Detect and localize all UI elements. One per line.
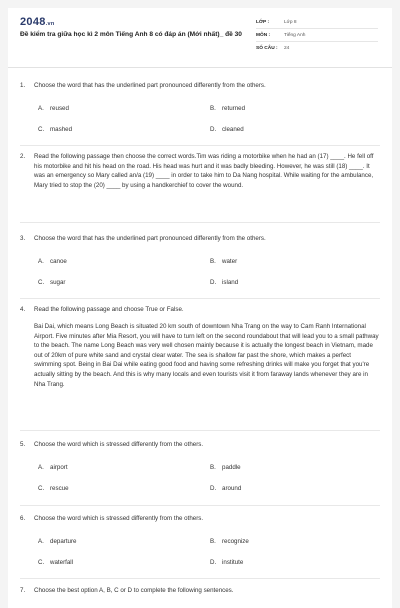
option-d[interactable] (210, 484, 241, 493)
meta-row-subject (256, 29, 378, 42)
question-stem: Read the following passage and choose True or False. (34, 306, 184, 313)
option-text: waterfall (50, 559, 74, 566)
meta-value: Tiếng Anh (284, 33, 306, 38)
option-a[interactable] (38, 104, 69, 113)
divider (20, 222, 380, 223)
meta-row-class (256, 16, 378, 29)
meta-table (256, 16, 378, 55)
logo-suffix: .vn (45, 21, 55, 27)
option-letter: C. (38, 279, 45, 286)
option-letter: C. (38, 126, 45, 133)
document-page (8, 8, 392, 608)
option-text: paddle (222, 464, 241, 471)
option-b[interactable] (210, 537, 249, 546)
option-text: rescue (50, 485, 69, 492)
meta-key: MÔN : (256, 33, 271, 38)
question-number: 4. (20, 306, 26, 313)
option-c[interactable] (38, 125, 72, 134)
option-a[interactable] (38, 463, 68, 472)
option-text: sugar (50, 279, 66, 286)
meta-value: 24 (284, 46, 290, 51)
divider (20, 505, 380, 506)
option-letter: B. (210, 258, 216, 265)
divider (20, 145, 380, 146)
option-d[interactable] (210, 278, 238, 287)
question-number: 7. (20, 587, 26, 594)
question-stem: Read the following passage then choose the correct words.Tim was riding a motorbike when he had an (17) ____. He fell off his motorbike and hit his head on the road. His head was hurt and it was badly bleeding. However, he was still (18) ____. It was an emergency so Mary called an/a (19) ____ in order to take him to Da Nang hospital. While waiting for the ambulance, Mary tried to stop the (20) ____ by using a handkerchief to cover the wound. (34, 153, 374, 189)
option-text: recognize (222, 538, 249, 545)
option-letter: B. (210, 538, 216, 545)
option-letter: D. (210, 126, 217, 133)
option-text: airport (50, 464, 68, 471)
meta-row-count (256, 42, 378, 55)
meta-key: LỚP : (256, 20, 270, 25)
option-letter: D. (210, 279, 217, 286)
divider (20, 298, 380, 299)
option-c[interactable] (38, 558, 73, 567)
divider (20, 578, 380, 579)
option-d[interactable] (210, 125, 244, 134)
option-letter: D. (210, 485, 217, 492)
option-a[interactable] (38, 537, 77, 546)
page-header (8, 8, 392, 68)
option-d[interactable] (210, 558, 243, 567)
option-c[interactable] (38, 484, 69, 493)
document-title: Đề kiểm tra giữa học kì 2 môn Tiếng Anh 8 có đáp án (Mới nhất)_ đề 30 (20, 31, 242, 38)
option-b[interactable] (210, 257, 237, 266)
option-letter: C. (38, 559, 45, 566)
option-letter: D. (210, 559, 217, 566)
option-a[interactable] (38, 257, 67, 266)
logo-name: 2048 (20, 16, 46, 28)
option-b[interactable] (210, 104, 245, 113)
question-stem: Choose the word which is stressed differently from the others. (34, 441, 204, 448)
option-text: around (222, 485, 242, 492)
option-text: cleaned (222, 126, 244, 133)
question-stem: Choose the word which is stressed differently from the others. (34, 515, 204, 522)
meta-value: Lớp 8 (284, 20, 297, 25)
option-letter: A. (38, 105, 44, 112)
option-letter: A. (38, 258, 44, 265)
option-b[interactable] (210, 463, 241, 472)
option-text: reused (50, 105, 69, 112)
site-logo[interactable] (20, 16, 55, 28)
option-letter: B. (210, 105, 216, 112)
option-text: departure (50, 538, 77, 545)
question-stem: Choose the word that has the underlined part pronounced differently from the others. (34, 235, 266, 242)
question-number: 2. (20, 153, 26, 160)
option-text: institute (222, 559, 244, 566)
question-stem: Choose the best option A, B, C or D to complete the following sentences. (34, 587, 234, 594)
option-letter: A. (38, 464, 44, 471)
question-number: 1. (20, 82, 26, 89)
question-stem: Choose the word that has the underlined part pronounced differently from the others. (34, 82, 266, 89)
option-text: island (222, 279, 239, 286)
question-number: 3. (20, 235, 26, 242)
option-text: mashed (50, 126, 73, 133)
reading-passage: Bai Dai, which means Long Beach is situated 20 km south of downtown Nha Trang on the way to Cam Ranh International Airport. Five minutes after Mia Resort, you will have to turn left on the second roundabout that will lead you to a small pathway to the beach. The name Long Beach was very well chosen mainly because it is actually the longest beach in Vietnam, made out of 20km of pure white sand and crystal clear water. The sea is shallow far past the shore, which makes a perfect swimming spot. Being in Bai Dai while eating good food and having some refreshing drinks will make you forget that you're actually sitting by the beach. And this is why many locals and even tourists visit it from faraway lands whenever they are in Nha Trang. (34, 323, 379, 388)
option-letter: A. (38, 538, 44, 545)
option-text: returned (222, 105, 246, 112)
option-text: canoe (50, 258, 67, 265)
meta-key: SỐ CÂU : (256, 46, 278, 51)
option-c[interactable] (38, 278, 65, 287)
question-number: 5. (20, 441, 26, 448)
option-text: water (222, 258, 238, 265)
divider (20, 430, 380, 431)
question-number: 6. (20, 515, 26, 522)
option-letter: B. (210, 464, 216, 471)
option-letter: C. (38, 485, 45, 492)
